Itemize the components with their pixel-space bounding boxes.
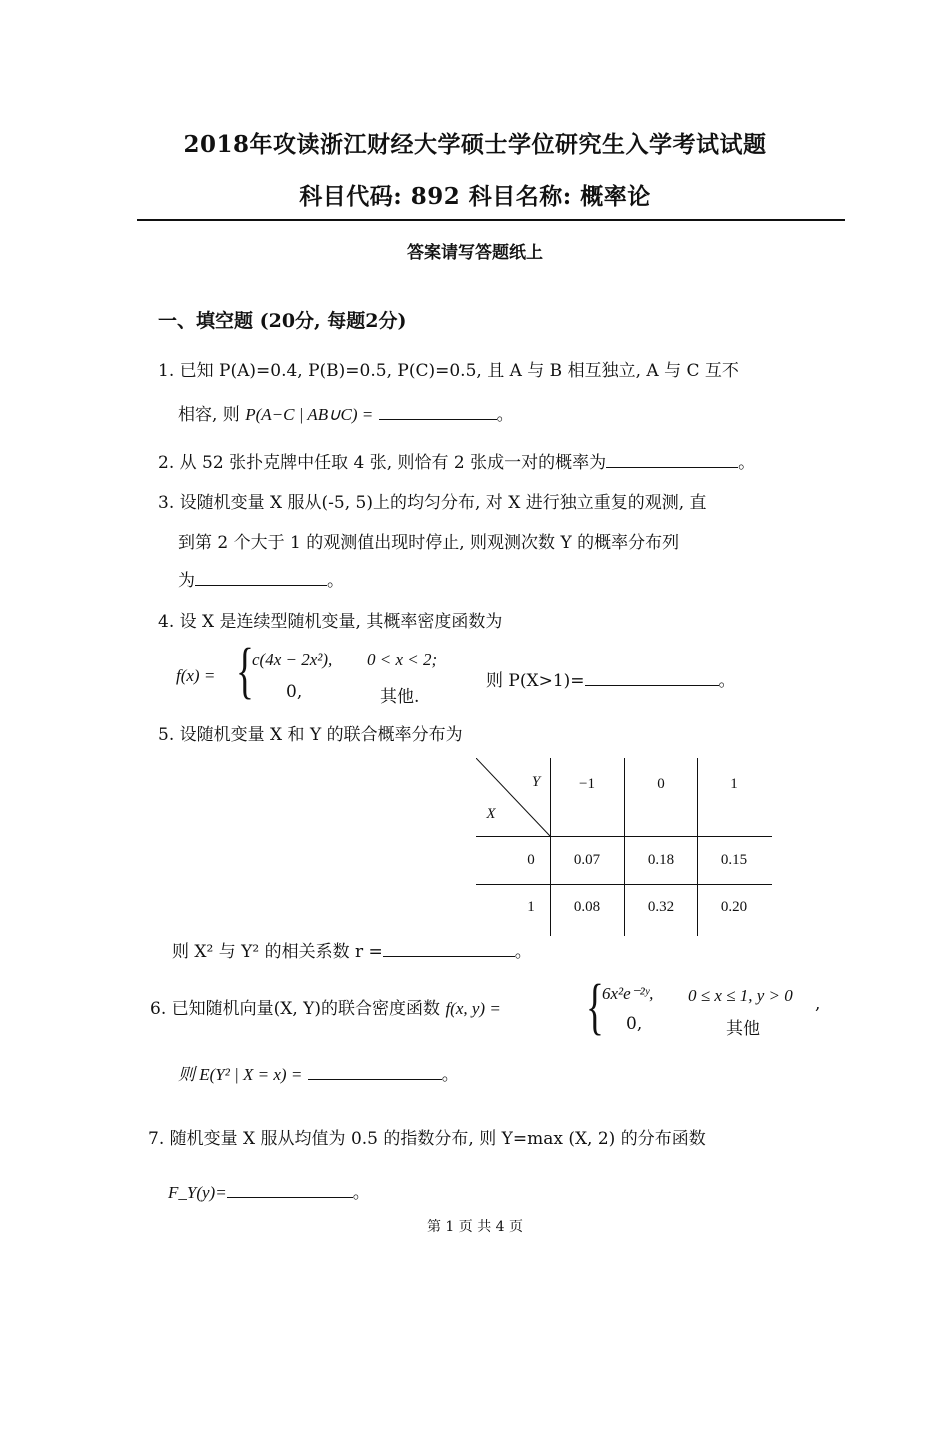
table-hline	[476, 884, 772, 885]
question-text: 为	[178, 571, 195, 591]
answer-blank	[606, 452, 738, 468]
question-5	[158, 720, 463, 745]
question-4	[158, 607, 502, 632]
question-text: 设随机变量 X 服从(-5, 5)上的均匀分布, 对 X 进行独立重复的观测, 直	[179, 493, 707, 513]
question-text: 相容, 则	[178, 405, 240, 425]
case-2-expr: 0,	[626, 1014, 643, 1034]
case-1-condition: 0 < x < 2;	[367, 650, 438, 669]
case-1-expr: c(4x − 2x²),	[252, 650, 333, 669]
column-header: 1	[730, 776, 738, 792]
comma: ,	[815, 994, 821, 1014]
question-number: 4.	[158, 612, 175, 632]
question-3-line2: 到第 2 个大于 1 的观测值出现时停止, 则观测次数 Y 的概率分布列	[178, 533, 680, 553]
left-brace-icon: {	[586, 973, 604, 1041]
table-hline	[476, 836, 772, 837]
table-cell: 0.07	[573, 852, 601, 868]
diagonal-line	[476, 758, 552, 838]
answer-blank	[308, 1064, 442, 1080]
corner-x-label: X	[486, 806, 496, 822]
question-6-ask	[178, 1060, 459, 1085]
section-heading: 一、填空题 (20分, 每题2分)	[158, 310, 407, 332]
question-text: 设随机变量 X 和 Y 的联合概率分布为	[179, 725, 463, 745]
answer-blank	[379, 404, 497, 420]
page-number: 第 1 页 共 4 页	[426, 1219, 524, 1235]
table-cell: 0.32	[647, 899, 675, 915]
subject-line: 科目代码: 892 科目名称: 概率论	[299, 183, 651, 210]
answer-blank	[585, 670, 719, 686]
header-rule	[137, 219, 845, 221]
question-3	[158, 488, 707, 513]
question-text: 则 X² 与 Y² 的相关系数 r =	[172, 942, 383, 962]
question-text: 已知随机向量(X, Y)的联合密度函数	[171, 999, 441, 1019]
instruction: 答案请写答题纸上	[407, 243, 543, 263]
question-6	[150, 994, 501, 1019]
question-7-ask	[168, 1178, 370, 1203]
row-header: 1	[527, 899, 535, 915]
case-1-condition: 0 ≤ x ≤ 1, y > 0	[688, 986, 793, 1005]
answer-blank	[383, 941, 515, 957]
table-cell: 0.08	[573, 899, 601, 915]
question-2	[158, 448, 755, 473]
question-1-line2	[178, 400, 514, 425]
period: 。	[514, 942, 532, 962]
question-text: 则 P(X>1)=	[486, 671, 585, 691]
period: 。	[496, 405, 514, 425]
question-text: 随机变量 X 服从均值为 0.5 的指数分布, 则 Y=max (X, 2) 的分布函数	[169, 1129, 706, 1149]
row-header: 0	[527, 852, 535, 868]
table-cell: 0.18	[647, 852, 675, 868]
table-cell: 0.15	[720, 852, 748, 868]
column-header: 0	[657, 776, 665, 792]
question-5-ask	[172, 937, 532, 962]
period: 。	[352, 1183, 370, 1203]
table-cell: 0.20	[720, 899, 748, 915]
question-number: 6.	[150, 999, 167, 1019]
exam-title: 2018年攻读浙江财经大学硕士学位研究生入学考试试题	[183, 131, 767, 158]
question-number: 7.	[148, 1129, 165, 1149]
period: 。	[327, 571, 344, 591]
question-3-line3	[178, 566, 344, 591]
column-header: −1	[579, 776, 595, 792]
formula: P(A−C | AB∪C) =	[245, 405, 374, 424]
case-2-expr: 0,	[286, 682, 303, 702]
question-number: 1.	[158, 361, 175, 381]
period: 。	[738, 453, 756, 473]
question-text: 设 X 是连续型随机变量, 其概率密度函数为	[179, 612, 503, 632]
period: 。	[441, 1065, 459, 1085]
question-number: 5.	[158, 725, 175, 745]
case-1-expr: 6x²e⁻²ʸ,	[602, 984, 654, 1003]
answer-blank	[227, 1182, 353, 1198]
formula: 则 E(Y² | X = x) =	[178, 1065, 303, 1084]
question-4-ask	[486, 666, 736, 691]
left-brace-icon: {	[236, 637, 254, 705]
period: 。	[718, 671, 736, 691]
question-text: 已知 P(A)=0.4, P(B)=0.5, P(C)=0.5, 且 A 与 B 相互独立, A 与 C 互不	[179, 361, 739, 381]
case-2-condition: 其他.	[380, 687, 420, 707]
pdf-label: f(x) =	[176, 666, 216, 685]
question-number: 3.	[158, 493, 175, 513]
question-number: 2.	[158, 453, 175, 473]
case-2-condition: 其他	[726, 1019, 760, 1039]
question-text: 从 52 张扑克牌中任取 4 张, 则恰有 2 张成一对的概率为	[179, 453, 607, 473]
question-1	[158, 356, 739, 381]
formula: F_Y(y)=	[168, 1183, 227, 1202]
pdf-label: f(x, y) =	[445, 999, 501, 1018]
answer-blank	[195, 570, 327, 586]
corner-y-label: Y	[531, 774, 541, 790]
question-7	[148, 1124, 706, 1149]
